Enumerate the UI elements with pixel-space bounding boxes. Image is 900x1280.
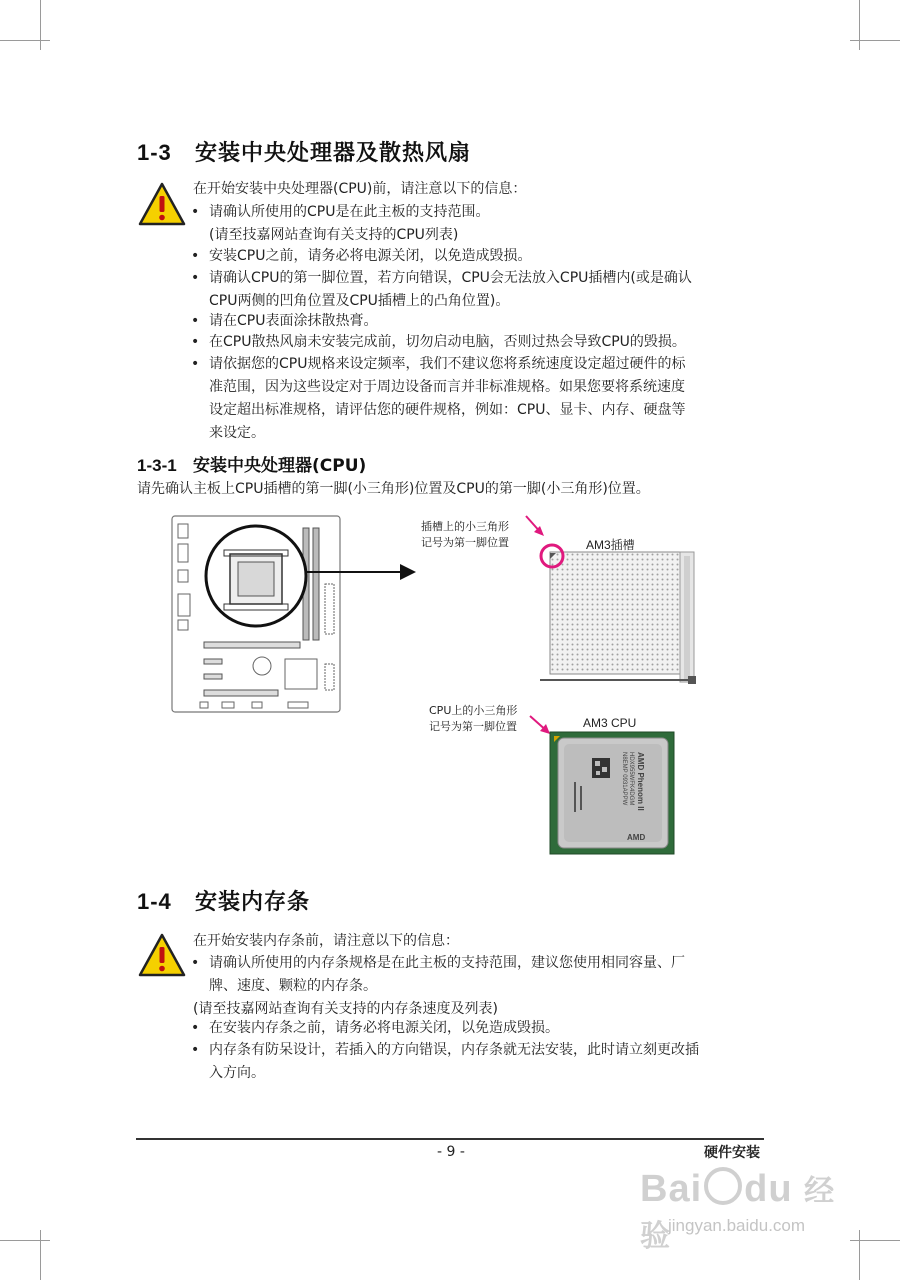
list-item: • 在安装内存条之前，请务必将电源关闭，以免造成毁损。: [209, 1017, 769, 1040]
cpu-name: AM3 CPU: [583, 716, 637, 730]
svg-text:HDX955WFK4DGM: HDX955WFK4DGM: [628, 752, 634, 806]
section-heading: [137, 136, 471, 167]
footer-rule: [136, 1138, 764, 1140]
section-number: 1-3: [137, 140, 172, 165]
subsection-text: 请先确认主板上CPU插槽的第一脚(小三角形)位置及CPU的第一脚(小三角形)位置。: [137, 481, 650, 497]
crop-mark: [40, 1230, 41, 1280]
crop-mark: [850, 1240, 900, 1241]
crop-mark: [0, 40, 50, 41]
line: 在CPU散热风扇未安装完成前，切勿启动电脑，否则过热会导致CPU的毁损。: [209, 334, 686, 350]
list-item: • 请确认CPU的第一脚位置，若方向错误，CPU会无法放入CPU插槽内(或是确认 CPU两侧的凹角位置及CPU插槽上的凸角位置)。: [209, 267, 769, 313]
subsection-title: 安装中央处理器(CPU): [193, 456, 367, 476]
section-title: 安装中央处理器及散热风扇: [195, 141, 472, 166]
warning-icon: [138, 933, 186, 977]
crop-mark: [859, 0, 860, 50]
line: (请至技嘉网站查询有关支持的CPU列表): [209, 227, 459, 243]
subsection-number: 1-3-1: [137, 456, 177, 475]
section-title: 安装内存条: [195, 890, 311, 915]
section-heading: [137, 885, 310, 916]
line: 入方向。: [209, 1065, 265, 1081]
line: 请确认所使用的内存条规格是在此主板的支持范围，建议您使用相同容量、厂: [209, 955, 685, 971]
line: 安装CPU之前，请务必将电源关闭，以免造成毁损。: [209, 248, 532, 264]
crop-mark: [40, 0, 41, 50]
line: 请依据您的CPU规格来设定频率，我们不建议您将系统速度设定超过硬件的标: [209, 356, 686, 372]
am3-cpu-illustration: [524, 712, 684, 858]
cpu-note: CPU上的小三角形 记号为第一脚位置: [429, 704, 518, 733]
line: 请确认CPU的第一脚位置，若方向错误，CPU会无法放入CPU插槽内(或是确认: [209, 270, 692, 286]
list-item: • 请在CPU表面涂抹散热膏。: [209, 310, 769, 333]
line: 内存条有防呆设计，若插入的方向错误，内存条就无法安装，此时请立刻更改插: [209, 1042, 699, 1058]
list-item: • 请确认所使用的CPU是在此主板的支持范围。 (请至技嘉网站查询有关支持的CPU列表): [209, 201, 769, 247]
page-number: - 9 -: [437, 1144, 465, 1160]
socket-name: AM3插槽: [586, 538, 635, 552]
line: 请在CPU表面涂抹散热膏。: [209, 313, 378, 329]
am3-socket-illustration: [520, 512, 710, 690]
crop-mark: [850, 40, 900, 41]
line: 在安装内存条之前，请务必将电源关闭，以免造成毁损。: [209, 1020, 559, 1036]
list-item: • 请确认所使用的内存条规格是在此主板的支持范围，建议您使用相同容量、厂 牌、速度、颗粒的内存条。 (请至技嘉网站查询有关支持的内存条速度及列表): [209, 952, 769, 1021]
line: CPU两侧的凹角位置及CPU插槽上的凸角位置)。: [209, 293, 510, 309]
line: 准范围，因为这些设定对于周边设备而言并非标准规格。如果您要将系统速度: [209, 379, 685, 395]
paw-icon: [704, 1167, 742, 1205]
line: 牌、速度、颗粒的内存条。: [209, 978, 377, 994]
line: 设定超出标准规格，请评估您的硬件规格，例如：CPU、显卡、内存、硬盘等: [209, 402, 686, 418]
crop-mark: [0, 1240, 50, 1241]
list-item: • 内存条有防呆设计，若插入的方向错误，内存条就无法安装，此时请立刻更改插 入方向。: [209, 1039, 769, 1085]
line: (请至技嘉网站查询有关支持的内存条速度及列表): [193, 1001, 498, 1017]
list-item: • 请依据您的CPU规格来设定频率，我们不建议您将系统速度设定超过硬件的标 准范围，因为这些设定对于周边设备而言并非标准规格。如果您要将系统速度 设定超出标准规格，请评估您的硬件规格，例如：CPU、显卡、内存、硬盘等 来设定。: [209, 353, 769, 445]
chapter-title: 硬件安装: [704, 1145, 760, 1161]
crop-mark: [859, 1230, 860, 1280]
intro-text: 在开始安装中央处理器(CPU)前，请注意以下的信息：: [193, 181, 527, 197]
line: 请确认所使用的CPU是在此主板的支持范围。: [209, 204, 490, 220]
cpu-brand-label: AMD Phenom II: [636, 752, 645, 811]
cpu-amd-logo: AMD: [627, 833, 646, 842]
watermark-url: jingyan.baidu.com: [668, 1216, 806, 1235]
subsection-heading: [137, 451, 366, 476]
list-item: • 在CPU散热风扇未安装完成前，切勿启动电脑，否则过热会导致CPU的毁损。: [209, 331, 769, 354]
list-item: • 安装CPU之前，请务必将电源关闭，以免造成毁损。: [209, 245, 769, 268]
section-number: 1-4: [137, 889, 172, 914]
intro-text: 在开始安装内存条前，请注意以下的信息：: [193, 933, 459, 949]
motherboard-illustration: [170, 514, 420, 716]
warning-icon: [138, 182, 186, 226]
line: 来设定。: [209, 425, 265, 441]
socket-note: 插槽上的小三角形 记号为第一脚位置: [421, 520, 509, 549]
svg-text:N8EMP 0931APPW: N8EMP 0931APPW: [621, 752, 627, 806]
baidu-watermark: Bai du 经验 jingyan.baidu.com: [640, 1168, 836, 1253]
